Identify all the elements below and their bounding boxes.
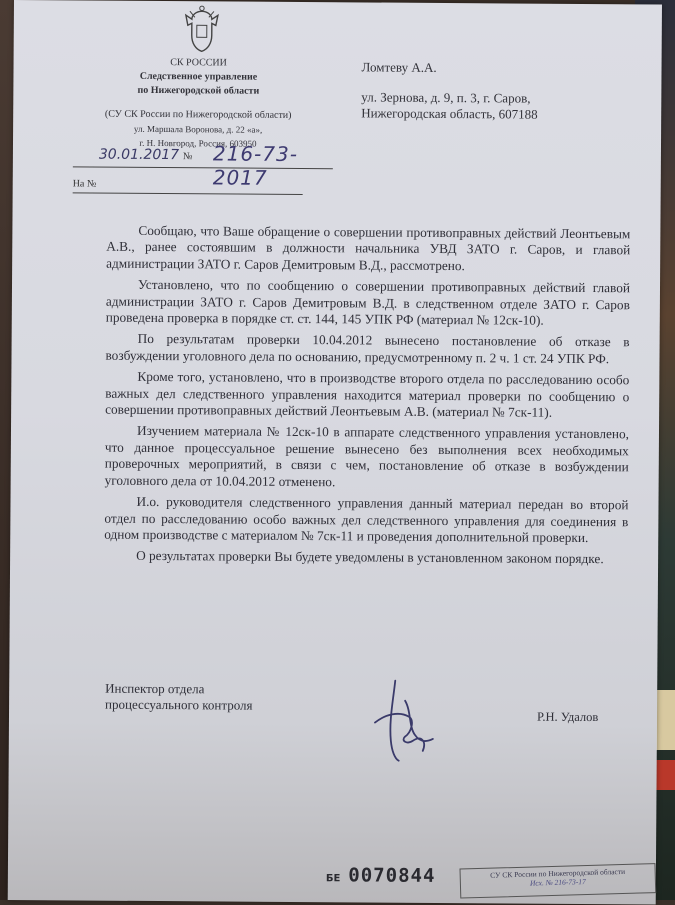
recipient-address-line2: Нижегородская область, 607188 [361, 105, 538, 122]
form-series: БЕ [325, 873, 341, 885]
handwritten-signature-icon [365, 670, 446, 771]
body-paragraph: О результатах проверки Вы будете уведомлены в установленном законом порядке. [136, 548, 604, 567]
recipient-name: Ломтеву А.А. [361, 59, 437, 75]
stamp-line1: СУ СК России по Нижегородской области [490, 866, 626, 880]
sender-header [73, 55, 324, 151]
registration-stamp [459, 863, 656, 898]
body-paragraph: И.о. руководителя следственного управления данный материал передан во второй отдел по расследованию особо важных дел следственного управления для соединения в одном производстве с материалом № 7ск-11 и проведения дополнительной проверки. [104, 493, 629, 545]
body-paragraph: Сообщаю, что Ваше обращение о совершении противоправных действий Леонтьевым А.В., ранее состоявшим в должности начальника УВД ЗАТО г. Саров, и главой администрации ЗАТО г. Саров Демитровым В.Д., рассмотрено. [106, 222, 631, 273]
signer-name: Р.Н. Удалов [536, 709, 599, 725]
dept-name-line1: Следственное управление [139, 70, 258, 83]
stamp-line2: Исх. № 216-73-17 [529, 877, 586, 888]
recipient-block [361, 59, 621, 123]
body-paragraph: По результатам проверки 10.04.2012 вынесено постановление об отказе в возбуждении уголовного дела по основанию, предусмотренному п. 2 ч. 1 ст. 24 УПК РФ. [105, 331, 630, 367]
position-line2: процессуального контроля [105, 696, 253, 713]
form-serial-number: 0070844 [348, 864, 436, 887]
number-prefix: № [182, 151, 193, 163]
dept-abbr: (СУ СК России по Нижегородской области) [104, 108, 292, 121]
position-line1: Инспектор отдела [105, 680, 205, 697]
letter-body [104, 223, 630, 573]
signer-position [105, 681, 253, 714]
sender-address-line2: г. Н. Новгород, Россия, 603950 [139, 137, 257, 149]
outgoing-number: 216-73-2017 [212, 141, 299, 190]
reference-prefix: На № [72, 178, 97, 190]
form-serial [326, 864, 436, 887]
letter-page [8, 0, 662, 905]
reference-line [73, 178, 303, 195]
outgoing-date: 30.01.2017 [98, 146, 180, 164]
sender-address-line1: ул. Маршала Воронова, д. 22 «а», [133, 123, 263, 135]
coat-of-arms-icon [182, 5, 222, 55]
body-paragraph: Изучением материала № 12ск-10 в аппарате следственного управления установлено, что данное процессуальное решение вынесено без выполнения всех необходимых проверочных мероприятий, в связи с чем, постановление об отказе в возбуждении уголовного дела от 10.04.2012 отменено. [104, 423, 630, 489]
body-paragraph: Установлено, что по сообщению о совершении противоправных действий главой администрации ЗАТО г. Саров Демитровым В.Д. в следственном отделе ЗАТО г. Саров проведена проверка в порядке ст. ст. 144, 145 УПК РФ (материал № 12ск-10). [105, 277, 631, 328]
body-paragraph: Кроме того, установлено, что в производстве второго отдела по расследованию особо важных дел следственного управления находится материал проверки по сообщению о совершении противоправных действий Леонтьевым А.В. (материал № 7ск-11). [105, 369, 630, 420]
org-name: СК РОССИИ [170, 57, 227, 69]
recipient-address-line1: ул. Зернова, д. 9, п. 3, г. Саров, [361, 89, 531, 106]
dept-name-line2: по Нижегородской области [137, 84, 260, 97]
